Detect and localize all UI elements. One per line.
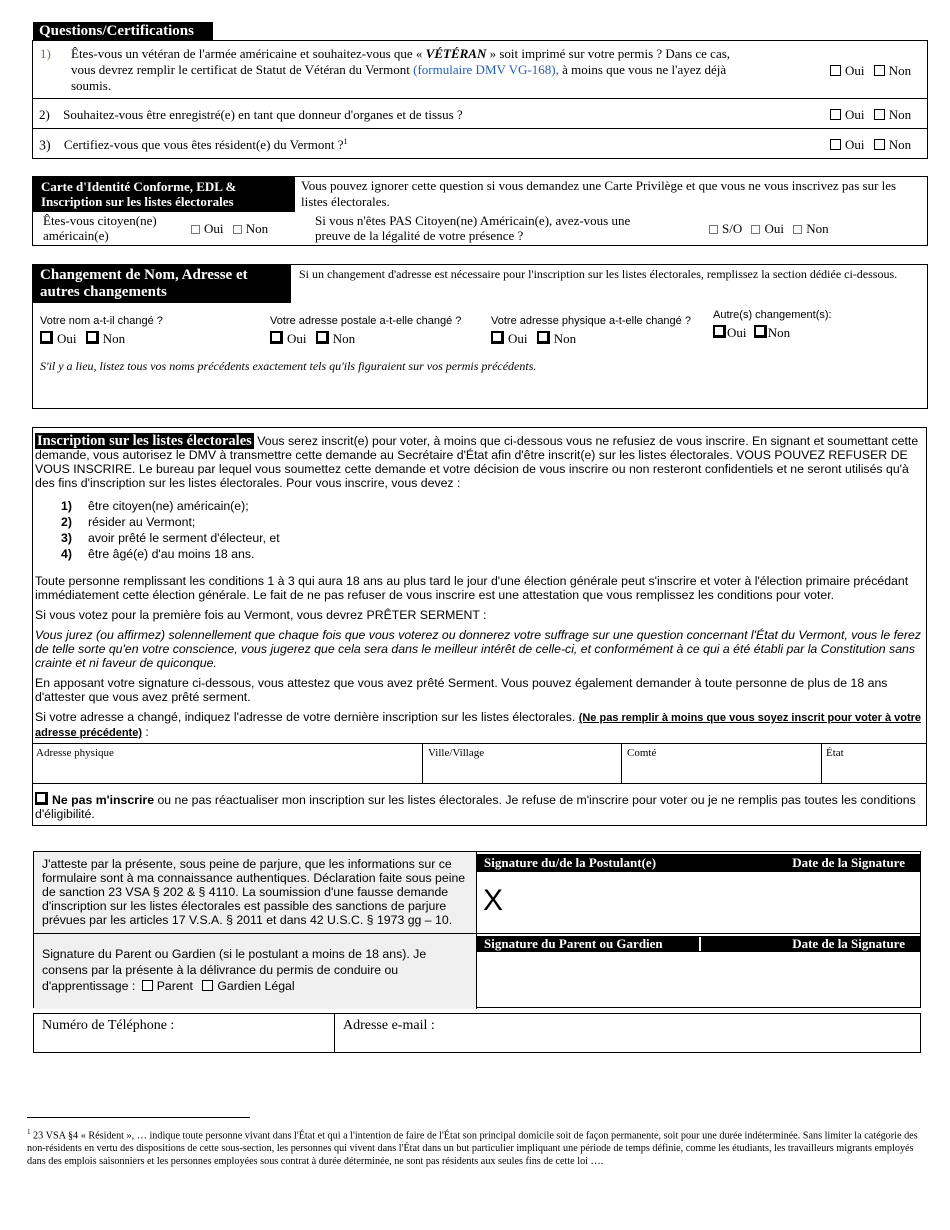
legal-oui-checkbox[interactable] (751, 225, 760, 234)
voter-intro-text: Vous serez inscrit(e) pour voter, à moins que ci-dessous vous ne refusiez de vous inscrire. En signant et soumettant cette demande, vous autorisez le DMV à transmettre cette demande au Secrétaire d'État afin d'être inscrit(e) sur les listes électorales. VOUS POUVEZ REFUSER DE VOUS INSCRIRE. Le bureau par lequel vous soumettez cette demande et votre décision de vous inscrire ou non resteront confidentiels et ne seront utilisés qu'à des fins d'inscription sur les listes électorales. Pour vous inscrire, vous devez : (35, 434, 919, 490)
requirement-text: être âgé(e) d'au moins 18 ans. (88, 547, 255, 561)
requirement-item (33, 531, 433, 547)
contact-row (33, 1013, 921, 1053)
name-oui-label: Oui (57, 331, 77, 346)
name-oui-checkbox[interactable] (40, 331, 53, 344)
requirement-number: 1) (61, 499, 72, 513)
attestation-cell (34, 852, 477, 934)
identity-header-line2: Inscription sur les listes électorales (41, 194, 234, 209)
other-oui-label: Oui (727, 325, 747, 340)
citizen-options (191, 221, 268, 237)
question-2-options (830, 107, 911, 123)
previous-physical-address-field[interactable] (33, 744, 423, 783)
name-change-question: Votre nom a-t-il changé ? (40, 315, 163, 327)
postal-non-checkbox[interactable] (316, 331, 329, 344)
previous-state-field[interactable] (822, 744, 926, 783)
question-1-text-a: Êtes-vous un vétéran de l'armée américaine et souhaitez-vous que « (71, 46, 426, 61)
voter-intro (35, 434, 923, 490)
question-3 (39, 137, 347, 154)
question-1-text-line2a: vous devrez remplir le certificat de Statut de Vétéran du Vermont (71, 62, 414, 77)
applicant-signature-header (477, 854, 921, 872)
email-label: Adresse e-mail : (343, 1018, 435, 1033)
requirement-item (33, 515, 433, 531)
voter-address-end: : (142, 725, 149, 739)
county-label: Comté (627, 747, 657, 759)
previous-county-field[interactable] (622, 744, 822, 783)
requirement-item (33, 547, 433, 563)
identity-note: Vous pouvez ignorer cette question si vous demandez une Carte Privilège et que vous ne vous inscrivez pas sur les listes électorales. (301, 178, 897, 209)
name-non-label: Non (102, 331, 126, 346)
legal-question-line1: Si vous n'êtes PAS Citoyen(ne) Américain(e), avez-vous une (315, 213, 631, 228)
q2-oui-checkbox[interactable] (830, 109, 841, 120)
legal-presence-options (709, 221, 829, 237)
physical-oui-checkbox[interactable] (491, 331, 504, 344)
citizen-question-line2: américain(e) (43, 228, 109, 243)
legal-presence-question (315, 213, 630, 243)
postal-oui-checkbox[interactable] (270, 331, 283, 344)
postal-change-options (270, 331, 355, 347)
change-header-line1: Changement de Nom, Adresse et (40, 267, 248, 283)
parent-date-label: Date de la Signature (792, 936, 905, 951)
legal-sa-checkbox[interactable] (709, 225, 718, 234)
identity-header-line1: Carte d'Identité Conforme, EDL & (41, 179, 237, 194)
parent-checkbox[interactable] (142, 980, 153, 991)
applicant-signature-label: Signature du/de la Postulant(e) (484, 855, 657, 870)
parent-consent-cell (34, 934, 477, 1009)
identity-header (33, 177, 295, 212)
question-3-text: Certifiez-vous que vous êtes résident(e) du Vermont ? (63, 137, 344, 153)
physical-address-label: Adresse physique (36, 747, 114, 759)
other-non-label: Non (767, 325, 791, 340)
signature-section (33, 851, 921, 1008)
q3-non-checkbox[interactable] (874, 139, 885, 150)
voter-section (32, 427, 927, 826)
name-non-checkbox[interactable] (86, 331, 99, 344)
other-non-checkbox[interactable] (754, 325, 767, 338)
opt-out-checkbox[interactable] (35, 792, 48, 805)
phone-field[interactable] (34, 1014, 335, 1052)
question-2 (39, 107, 463, 123)
parent-consent-text: Signature du Parent ou Gardien (si le postulant a moins de 18 ans). Je consens par la présente à la délivrance du permis de conduire ou d'apprentissage : (42, 947, 427, 993)
footnote (27, 1126, 923, 1168)
voter-sign-paragraph: En apposant votre signature ci-dessous, vous attestez que vous avez prêté Serment. Vous pouvez également demander à toute personne de plus de 18 ans d'attester que vous avez prêté serment. (35, 676, 888, 704)
change-note: Si un changement d'adresse est nécessaire pour l'inscription sur les listes électorales, remplissez la section dédiée ci-dessous. (299, 267, 898, 281)
q3-oui-label: Oui (845, 137, 865, 152)
header-divider (699, 937, 701, 951)
question-1-text-line3: soumis. (71, 78, 112, 93)
legal-oui-label: Oui (764, 221, 784, 236)
attestation-text: J'atteste par la présente, sous peine de parjure, que les informations sur ce formulaire sont à ma connaissance authentiques. Déclaration faite sous peine de sanction 23 VSA § 202 & § 4110. La soumission d'une fausse demande d'inscription sur les listes électorales est passible des sanctions de parjure prévues par les articles 17 V.S.A. § 2011 et dans 42 U.S.C. § 1973 gg – 10. (42, 857, 466, 927)
postal-change-question: Votre adresse postale a-t-elle changé ? (270, 315, 462, 327)
other-change-options (713, 325, 790, 341)
question-1-options (830, 63, 911, 79)
change-section (32, 264, 928, 409)
physical-non-checkbox[interactable] (537, 331, 550, 344)
q3-non-label: Non (888, 137, 912, 152)
physical-oui-label: Oui (508, 331, 528, 346)
q2-non-checkbox[interactable] (874, 109, 885, 120)
question-2-number: 2) (39, 107, 50, 122)
footnote-divider (27, 1117, 250, 1118)
citizen-oui-checkbox[interactable] (191, 225, 200, 234)
voter-header: Inscription sur les listes électorales (37, 433, 252, 449)
parent-signature-label: Signature du Parent ou Gardien (484, 936, 663, 951)
voter-address-note: (Ne pas remplir à moins que vous soyez inscrit pour voter à votre adresse précédente) (35, 712, 922, 739)
questions-header: Questions/Certifications (33, 22, 213, 41)
footnote-text: 23 VSA §4 « Résident », … indique toute personne vivant dans l'État et qui a l'intention de faire de l'État son principal domicile soit de façon permanente, soit pour une durée indéterminée. Sans limiter la catégorie des non-résidents en vertu des dispositions de cette sous-section, les personnes qui vivent dans l'État dans un but particulier impliquant une période de temps définie, comme les étudiants, les travailleurs migrants employés dans des emplois saisonniers et les personnes employées sous contrat à durée déterminée, ne sont pas résidents aux seules fins de cette loi …. (27, 1130, 918, 1168)
legal-non-label: Non (806, 221, 829, 236)
voter-address-paragraph (35, 710, 923, 740)
q1-non-label: Non (888, 63, 912, 78)
other-oui-checkbox[interactable] (713, 325, 726, 338)
question-2-text: Souhaitez-vous être enregistré(e) en tant que donneur d'organes et de tissus ? (63, 107, 463, 122)
requirement-number: 2) (61, 515, 72, 529)
name-change-options (40, 331, 125, 347)
voter-first-time-paragraph: Si vous votez pour la première fois au Vermont, vous devrez PRÊTER SERMENT : (35, 608, 487, 622)
citizen-question (43, 213, 157, 243)
identity-section (32, 176, 928, 246)
parent-signature-field[interactable] (477, 952, 921, 1008)
question-1-text-line2b: à moins que vous ne l'ayez déjà (558, 62, 727, 77)
q3-oui-checkbox[interactable] (830, 139, 841, 150)
question-1-text-b: » soit imprimé sur votre permis ? Dans ce cas, (486, 46, 731, 61)
town-label: Ville/Village (428, 747, 485, 759)
postal-oui-label: Oui (287, 331, 307, 346)
parent-label: Parent (156, 979, 193, 993)
requirement-text: avoir prêté le serment d'électeur, et (88, 531, 280, 545)
voter-address-text: Si votre adresse a changé, indiquez l'adresse de votre dernière inscription sur les listes électorales. (35, 710, 579, 724)
veteran-word: VÉTÉRAN (425, 46, 487, 61)
opt-out-text: ou ne pas réactualiser mon inscription sur les listes électorales. Je refuse de m'inscrire pour voter ou je ne remplis pas toutes les conditions d'éligibilité. (35, 793, 916, 821)
applicant-date-label: Date de la Signature (792, 855, 905, 870)
q1-non-checkbox[interactable] (874, 65, 885, 76)
parent-signature-header (477, 936, 921, 952)
q2-oui-label: Oui (845, 107, 865, 122)
physical-non-label: Non (553, 331, 577, 346)
legal-sa-label: S/O (722, 221, 743, 236)
previous-town-field[interactable] (423, 744, 622, 783)
guardian-checkbox[interactable] (202, 980, 213, 991)
legal-question-line2: preuve de la légalité de votre présence ? (315, 228, 524, 243)
dmv-vg168-link[interactable]: (formulaire DMV VG-168), (413, 62, 559, 77)
previous-names-instruction: S'il y a lieu, listez tous vos noms précédents exactement tels qu'ils figuraient sur vos permis précédents. (40, 359, 537, 373)
requirement-item (33, 499, 433, 515)
citizen-non-checkbox[interactable] (233, 225, 242, 234)
question-1 (33, 46, 823, 94)
phone-label: Numéro de Téléphone : (42, 1018, 175, 1033)
citizen-oui-label: Oui (204, 221, 224, 236)
question-1-number: 1) (40, 46, 51, 61)
email-field[interactable] (335, 1014, 920, 1052)
requirement-number: 4) (61, 547, 72, 561)
questions-table (32, 40, 928, 159)
requirement-text: résider au Vermont; (88, 515, 196, 529)
physical-change-options (491, 331, 576, 347)
applicant-signature-field[interactable] (477, 872, 921, 934)
state-label: État (826, 747, 844, 759)
opt-out-row (35, 792, 923, 821)
other-change-question: Autre(s) changement(s): (713, 309, 832, 321)
physical-change-question: Votre adresse physique a-t-elle changé ? (491, 315, 691, 327)
previous-address-row (33, 743, 926, 784)
postal-non-label: Non (332, 331, 356, 346)
opt-out-bold: Ne pas m'inscrire (52, 793, 155, 807)
q1-oui-label: Oui (845, 63, 865, 78)
question-3-options (830, 137, 911, 153)
change-header-line2: autres changements (40, 284, 167, 300)
voter-requirements (33, 499, 433, 563)
footnote-number: 1 (27, 1128, 31, 1136)
question-3-number: 3) (39, 138, 51, 154)
voter-oath: Vous jurez (ou affirmez) solennellement que chaque fois que vous voterez ou donnerez votre suffrage sur une question concernant l'État du Vermont, vous le ferez de telle sorte qu'en votre conscience, vous jugerez que cela sera dans le meilleur intérêt de celle-ci, et conformément à ce qui a été établi par la Constitution sans crainte et ni faveur de quiconque. (35, 628, 921, 670)
change-header (33, 265, 291, 303)
citizen-question-line1: Êtes-vous citoyen(ne) (43, 213, 157, 228)
voter-age-paragraph: Toute personne remplissant les conditions 1 à 3 qui aura 18 ans au plus tard le jour d'une élection générale peut s'inscrire et voter à l'élection primaire précédant immédiatement cette élection générale. Le fait de ne pas refuser de vous inscrire est une attestation que vous remplissez les conditions pour voter. (35, 574, 909, 602)
guardian-label: Gardien Légal (217, 979, 295, 993)
x-mark: X (483, 884, 504, 917)
requirement-number: 3) (61, 531, 72, 545)
q2-non-label: Non (888, 107, 912, 122)
footnote-ref: 1 (343, 137, 348, 146)
q1-oui-checkbox[interactable] (830, 65, 841, 76)
requirement-text: être citoyen(ne) américain(e); (88, 499, 249, 513)
legal-non-checkbox[interactable] (793, 225, 802, 234)
citizen-non-label: Non (245, 221, 269, 236)
